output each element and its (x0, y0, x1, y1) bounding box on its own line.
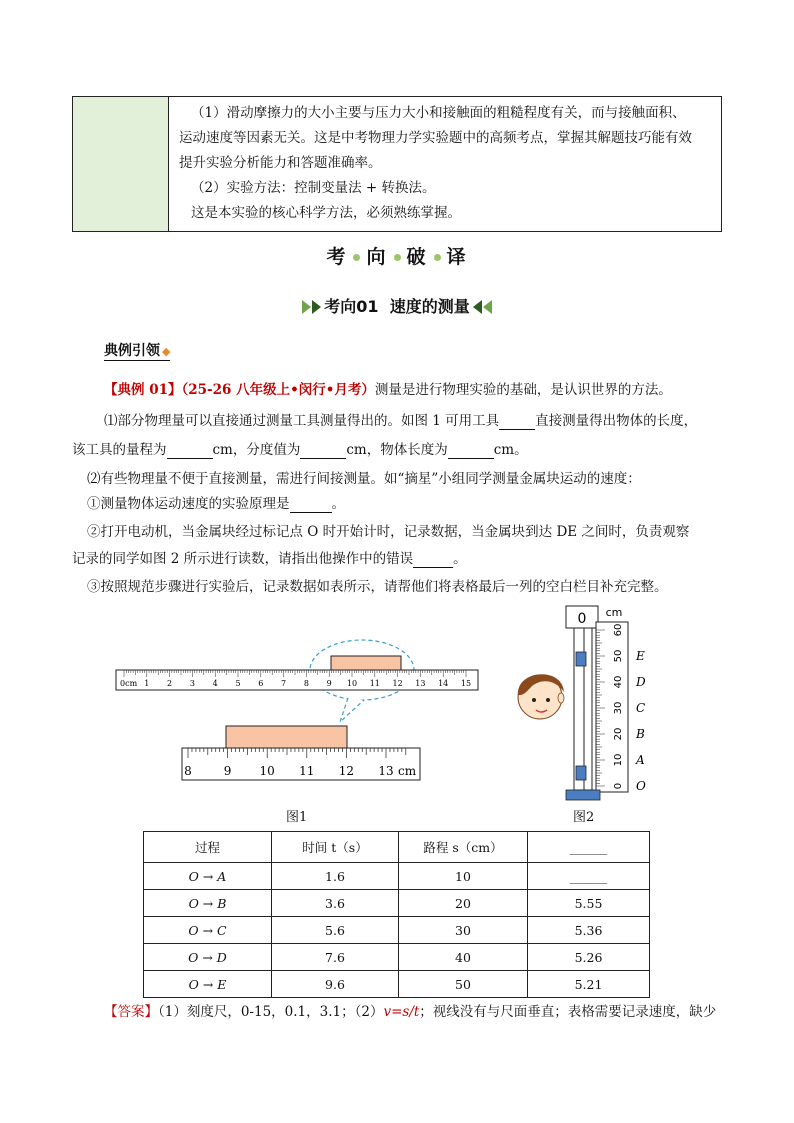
scale-label: 40 (613, 675, 624, 689)
table-row (144, 944, 650, 971)
dot-icon (394, 254, 401, 261)
answer-line: 【答案】（1）刻度尺，0-15，0.1，3.1；（2）v=s/t；视线没有与尺面垂直；表格需要记录速度，缺少 (104, 1004, 717, 1020)
summary-line: 这是本实验的核心科学方法，必须熟练掌握。 (191, 205, 461, 221)
answer-blank[interactable] (448, 458, 494, 459)
example-source: （25-26 八年级上•闵行•月考） (181, 382, 375, 398)
table-row (144, 971, 650, 998)
data-table (143, 831, 650, 998)
section-title: 考 向 破 译 (326, 246, 468, 268)
zoom-tick-label: 12 (338, 764, 355, 778)
scale-label: 20 (613, 727, 624, 741)
table-cell[interactable]: ______ (528, 863, 650, 890)
point-label: E (636, 649, 645, 663)
scale-label: 60 (613, 623, 624, 637)
topic-subtitle: 考向01 速度的测量 (0, 294, 794, 317)
ruler-tick-label: 2 (167, 679, 173, 688)
zoom-tick-label: 8 (184, 764, 192, 778)
point-label: A (636, 753, 645, 767)
arrow-right-icon (302, 300, 311, 314)
question-2-2-line: ②打开电动机，当金属块经过标记点 O 时开始计时，记录数据，当金属块到达 DE 之间时，负责观察 (87, 524, 690, 540)
table-row (144, 863, 650, 890)
ruler-tick-label: 11 (369, 679, 380, 688)
table-cell: O → D (144, 944, 272, 971)
question-1-line-2: 该工具的量程为 cm，分度值为 cm，物体长度为 cm。 (72, 442, 528, 458)
point-label: D (636, 675, 646, 689)
table-cell: 5.55 (528, 890, 650, 917)
table-cell: O → A (144, 863, 272, 890)
ruler-tick-label: 14 (438, 679, 449, 688)
summary-line: （1）滑动摩擦力的大小主要与压力大小和接触面的粗糙程度有关，而与接触面积、 (191, 105, 686, 121)
table-row (144, 917, 650, 944)
question-2-line: ⑵有些物理量不便于直接测量，需进行间接测量。如“摘星”小组同学测量金属块运动的速度： (87, 471, 641, 487)
summary-line: 提升实验分析能力和答题准确率。 (179, 155, 382, 171)
slider-block (576, 652, 586, 666)
bottom-block (576, 766, 586, 780)
summary-line: 运动速度等因素无关。这是中考物理力学实验题中的高频考点，掌握其解题技巧能有效 (179, 130, 692, 146)
table-cell: O → C (144, 917, 272, 944)
table-cell: 30 (399, 917, 528, 944)
ruler-tick-label: 6 (258, 679, 264, 688)
measured-object-small (331, 656, 401, 670)
figure-1-caption: 图1 (286, 810, 308, 825)
zoom-bubble-tail (340, 698, 364, 722)
ruler-tick-label: 4 (212, 679, 218, 688)
table-cell: 40 (399, 944, 528, 971)
table-cell: 10 (399, 863, 528, 890)
question-2-2-line-2: 记录的同学如图 2 所示进行读数，请指出他操作中的错误 。 (72, 551, 467, 567)
scale-unit: cm (605, 606, 623, 619)
scale-label: 0 (613, 782, 624, 790)
ruler-tick-label: 13 (415, 679, 426, 688)
zoom-unit: cm (398, 764, 417, 778)
ruler-tick-label: 5 (235, 679, 241, 688)
table-cell: 3.6 (272, 890, 399, 917)
dot-icon (353, 254, 360, 261)
top-mark: 0 (577, 611, 587, 627)
summary-content (169, 97, 722, 232)
figure-2-incline (506, 600, 666, 802)
base (566, 790, 600, 800)
answer-blank[interactable] (290, 512, 332, 513)
scale-label: 50 (613, 649, 624, 663)
table-header-row (144, 832, 650, 863)
question-2-1-line: ①测量物体运动速度的实验原理是 。 (87, 496, 345, 512)
header-time: 时间 t（s） (272, 832, 399, 863)
answer-blank[interactable] (167, 458, 213, 459)
summary-line: （2）实验方法：控制变量法 + 转换法。 (191, 180, 436, 196)
table-cell: 5.21 (528, 971, 650, 998)
arrow-left-icon (483, 300, 492, 314)
example-section-label: 典例引领 ◆ (104, 340, 170, 361)
zoom-tick-label: 11 (299, 764, 315, 778)
zoom-tick-label: 9 (223, 764, 232, 778)
measured-object-zoom (226, 726, 347, 748)
answer-blank[interactable] (413, 567, 453, 568)
table-cell: 1.6 (272, 863, 399, 890)
table-cell: O → E (144, 971, 272, 998)
figure-2-caption: 图2 (573, 810, 595, 825)
table-cell: 5.26 (528, 944, 650, 971)
question-1-line: ⑴部分物理量可以直接通过测量工具测量得出的。如图 1 可用工具 直接测量得出物体的长度， (104, 413, 698, 429)
point-label: B (636, 727, 645, 741)
point-labels (635, 649, 646, 793)
arrow-right-icon (312, 300, 321, 314)
ruler-tick-label: 7 (281, 679, 287, 688)
example-tag: 【典例 01】 (104, 382, 182, 398)
answer-blank[interactable] (300, 458, 346, 459)
answer-label: 【答案】 (104, 1004, 158, 1020)
point-label: C (636, 701, 646, 715)
ruler-tick-label: 1 (144, 679, 150, 688)
figure-1-ruler (112, 630, 484, 790)
table-cell: 20 (399, 890, 528, 917)
student-head-icon (518, 674, 564, 719)
zoom-tick-label: 10 (259, 764, 275, 778)
summary-side-cell (73, 97, 169, 232)
ruler-tick-label: 9 (326, 679, 332, 688)
example-heading: 【典例 01】（25-26 八年级上•闵行•月考）测量是进行物理实验的基础，是认识世界的方法。 (104, 382, 672, 398)
ruler-tick-label: 3 (189, 679, 195, 688)
table-cell: O → B (144, 890, 272, 917)
table-cell: 50 (399, 971, 528, 998)
ruler-tick-label: 12 (392, 679, 403, 688)
arrow-left-icon (473, 300, 482, 314)
ruler-tick-label: 8 (303, 679, 309, 688)
table-cell: 9.6 (272, 971, 399, 998)
question-2-3-line: ③按照规范步骤进行实验后，记录数据如表所示，请帮他们将表格最后一列的空白栏目补充完整。 (87, 579, 668, 595)
table-cell: 5.36 (528, 917, 650, 944)
answer-formula: v=s/t (383, 1004, 420, 1020)
ruler-tick-label: 15 (460, 679, 472, 688)
table-cell: 7.6 (272, 944, 399, 971)
answer-blank[interactable] (499, 429, 535, 430)
scale-label: 10 (613, 753, 624, 767)
header-blank[interactable]: ______ (528, 832, 650, 863)
table-row (144, 890, 650, 917)
scale-label: 30 (613, 701, 624, 715)
zoom-tick-label: 13 (378, 764, 394, 778)
header-distance: 路程 s（cm） (399, 832, 528, 863)
ruler-tick-label: 10 (346, 679, 358, 688)
dot-icon (434, 254, 441, 261)
diamond-icon: ◆ (162, 345, 171, 358)
ruler-tick-label: 0cm (120, 679, 138, 688)
header-process: 过程 (144, 832, 272, 863)
summary-table (72, 96, 722, 232)
table-cell: 5.6 (272, 917, 399, 944)
point-label: O (636, 779, 646, 793)
